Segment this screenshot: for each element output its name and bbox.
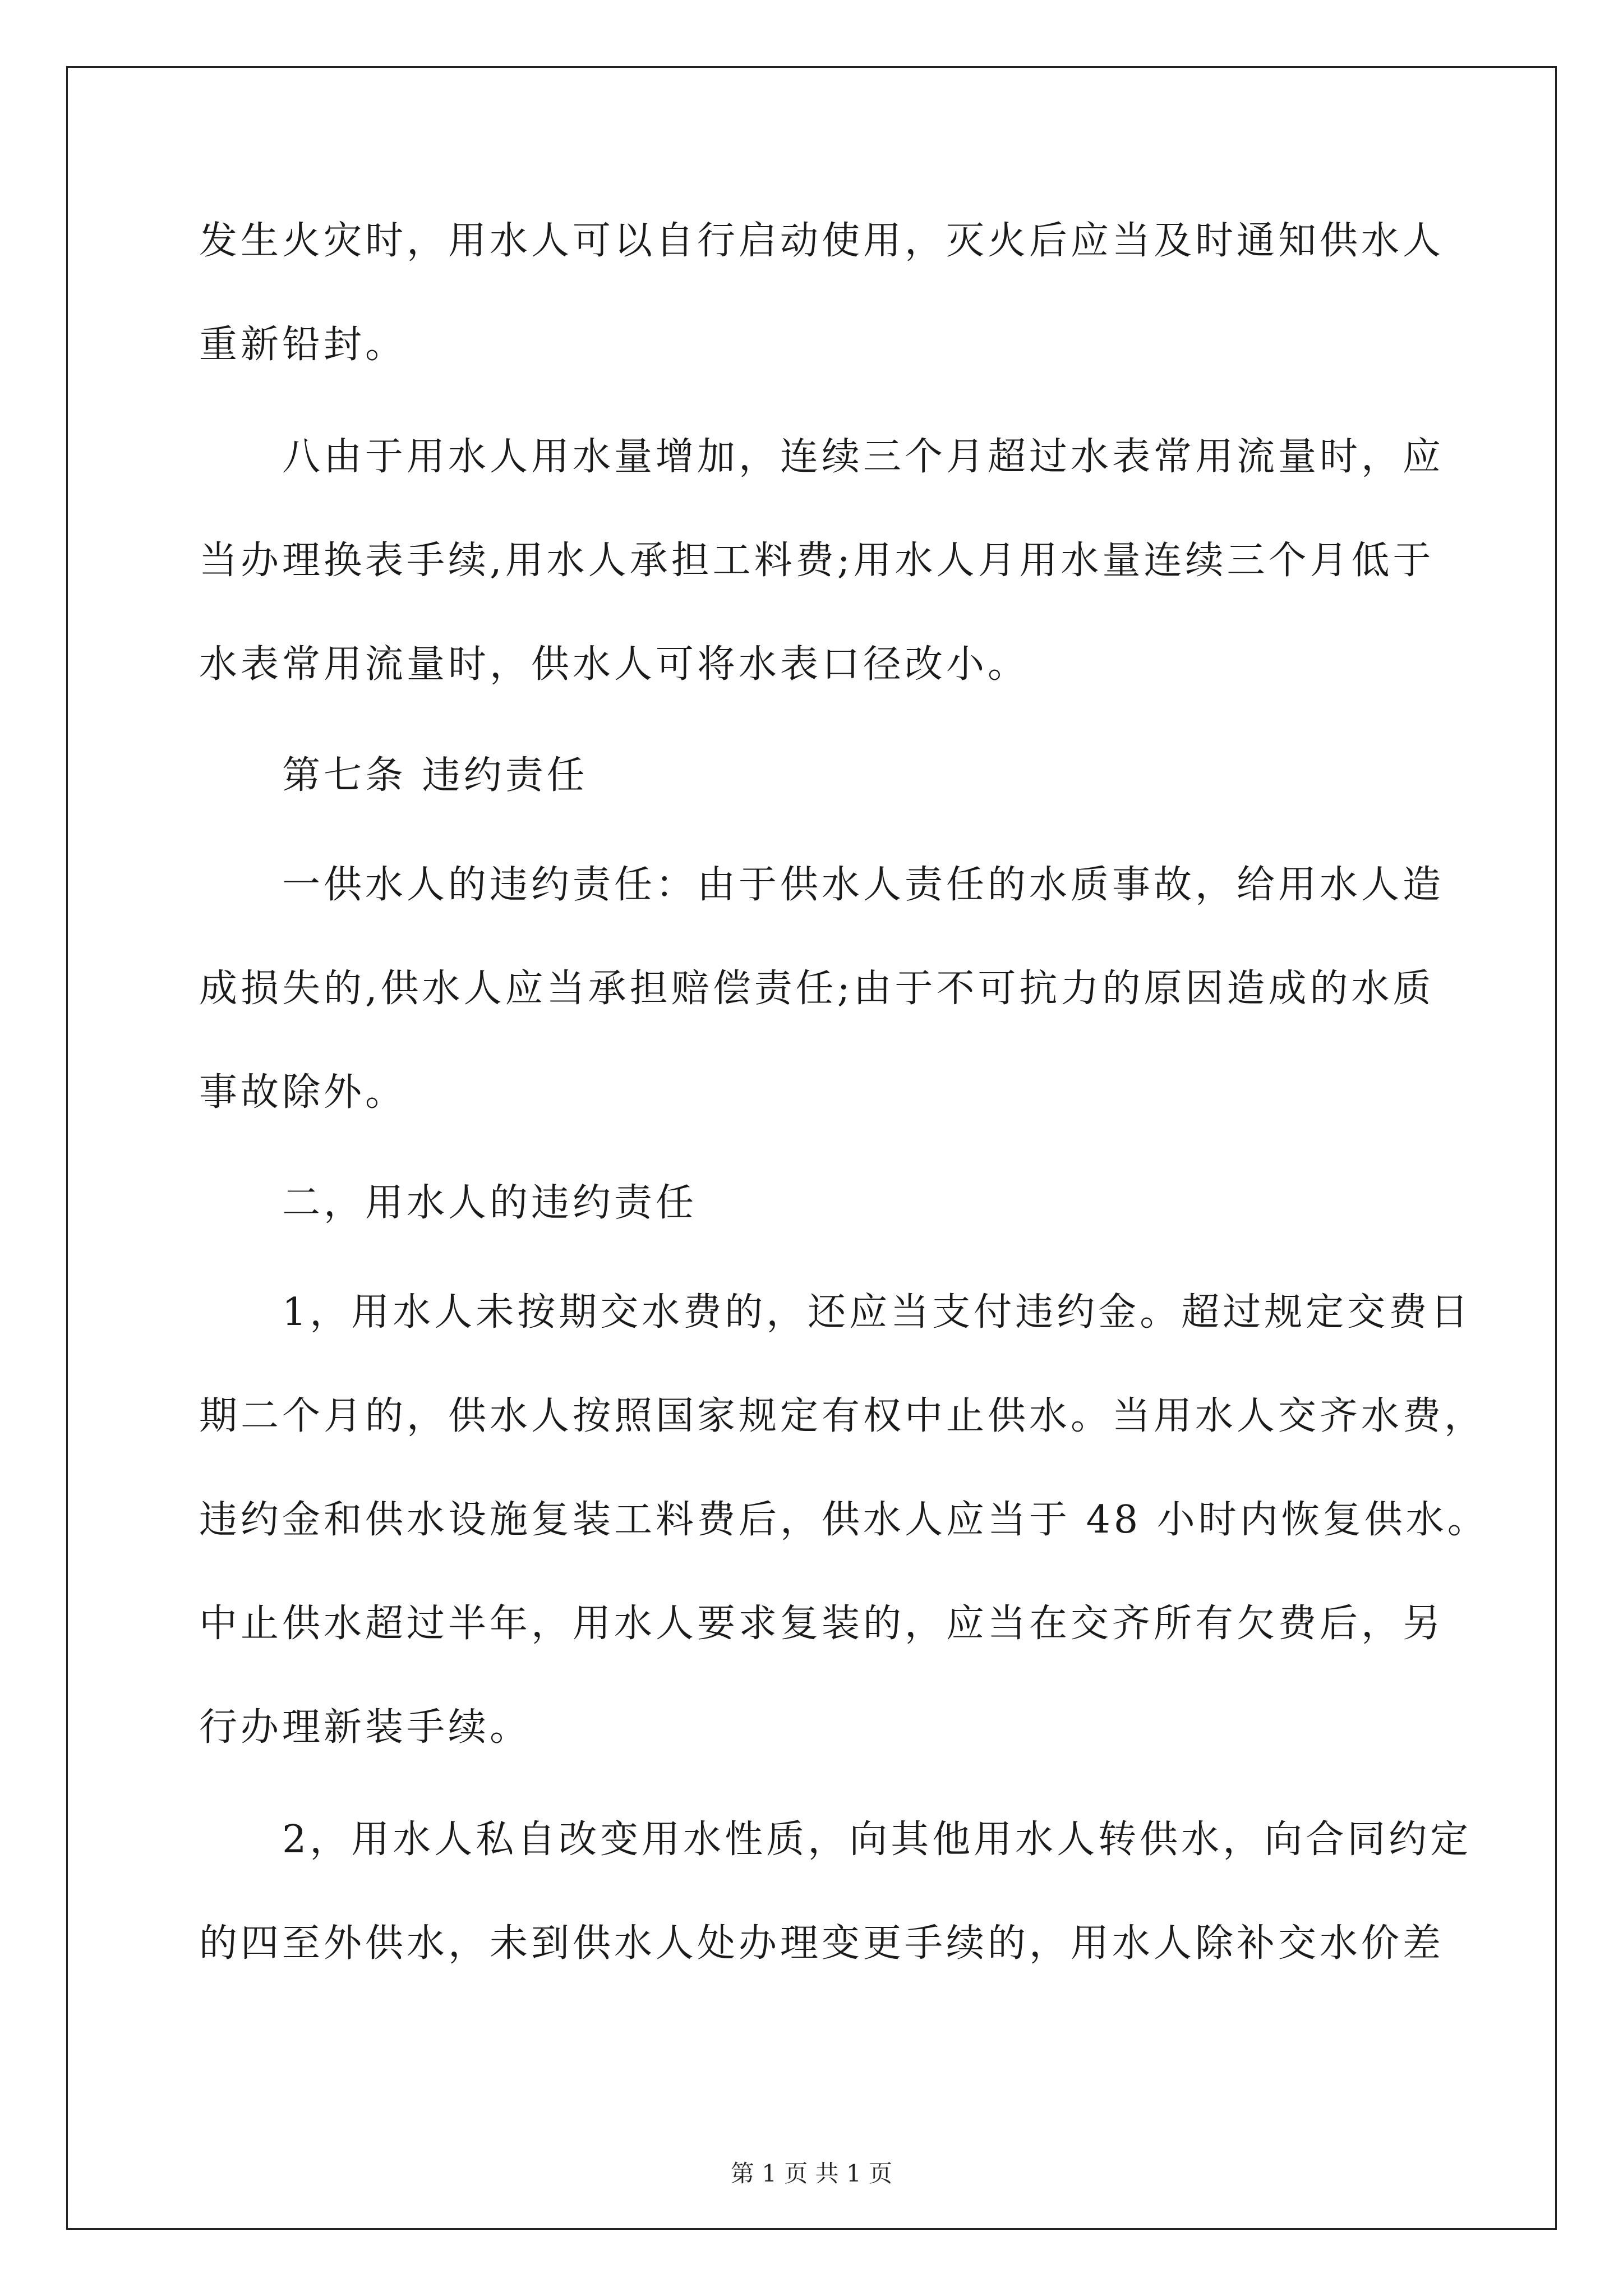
text-line: 一供水人的违约责任：由于供水人责任的水质事故，给用水人造 bbox=[282, 863, 1445, 907]
page-border bbox=[66, 66, 1557, 2230]
text-line: 当办理换表手续,用水人承担工料费;用水人月用水量连续三个月低于 bbox=[199, 539, 1435, 583]
text-line: 成损失的,供水人应当承担赔偿责任;由于不可抗力的原因造成的水质 bbox=[199, 967, 1435, 1011]
text-line: 八由于用水人用水量增加，连续三个月超过水表常用流量时，应 bbox=[282, 435, 1445, 479]
text-line: 期二个月的，供水人按照国家规定有权中止供水。当用水人交齐水费， bbox=[199, 1394, 1486, 1438]
text-line: 二，用水人的违约责任 bbox=[282, 1181, 698, 1225]
text-line: 的四至外供水，未到供水人处办理变更手续的，用水人除补交水价差 bbox=[199, 1921, 1445, 1966]
page-number: 第 1 页 共 1 页 bbox=[730, 2160, 893, 2187]
text-line: 重新铅封。 bbox=[199, 323, 407, 367]
text-line: 水表常用流量时，供水人可将水表口径改小。 bbox=[199, 642, 1030, 687]
text-line: 2，用水人私自改变用水性质，向其他用水人转供水，向合同约定 bbox=[282, 1818, 1472, 1862]
text-line: 中止供水超过半年，用水人要求复装的，应当在交齐所有欠费后，另 bbox=[199, 1602, 1445, 1646]
text-line: 发生火灾时，用水人可以自行启动使用，灭火后应当及时通知供水人 bbox=[199, 219, 1445, 263]
text-line: 违约金和供水设施复装工料费后，供水人应当于 48 小时内恢复供水。 bbox=[199, 1498, 1489, 1542]
section-heading: 第七条 违约责任 bbox=[282, 753, 588, 798]
text-line: 1，用水人未按期交水费的，还应当支付违约金。超过规定交费日 bbox=[282, 1290, 1472, 1335]
text-line: 行办理新装手续。 bbox=[199, 1705, 532, 1750]
text-line: 事故除外。 bbox=[199, 1070, 407, 1115]
